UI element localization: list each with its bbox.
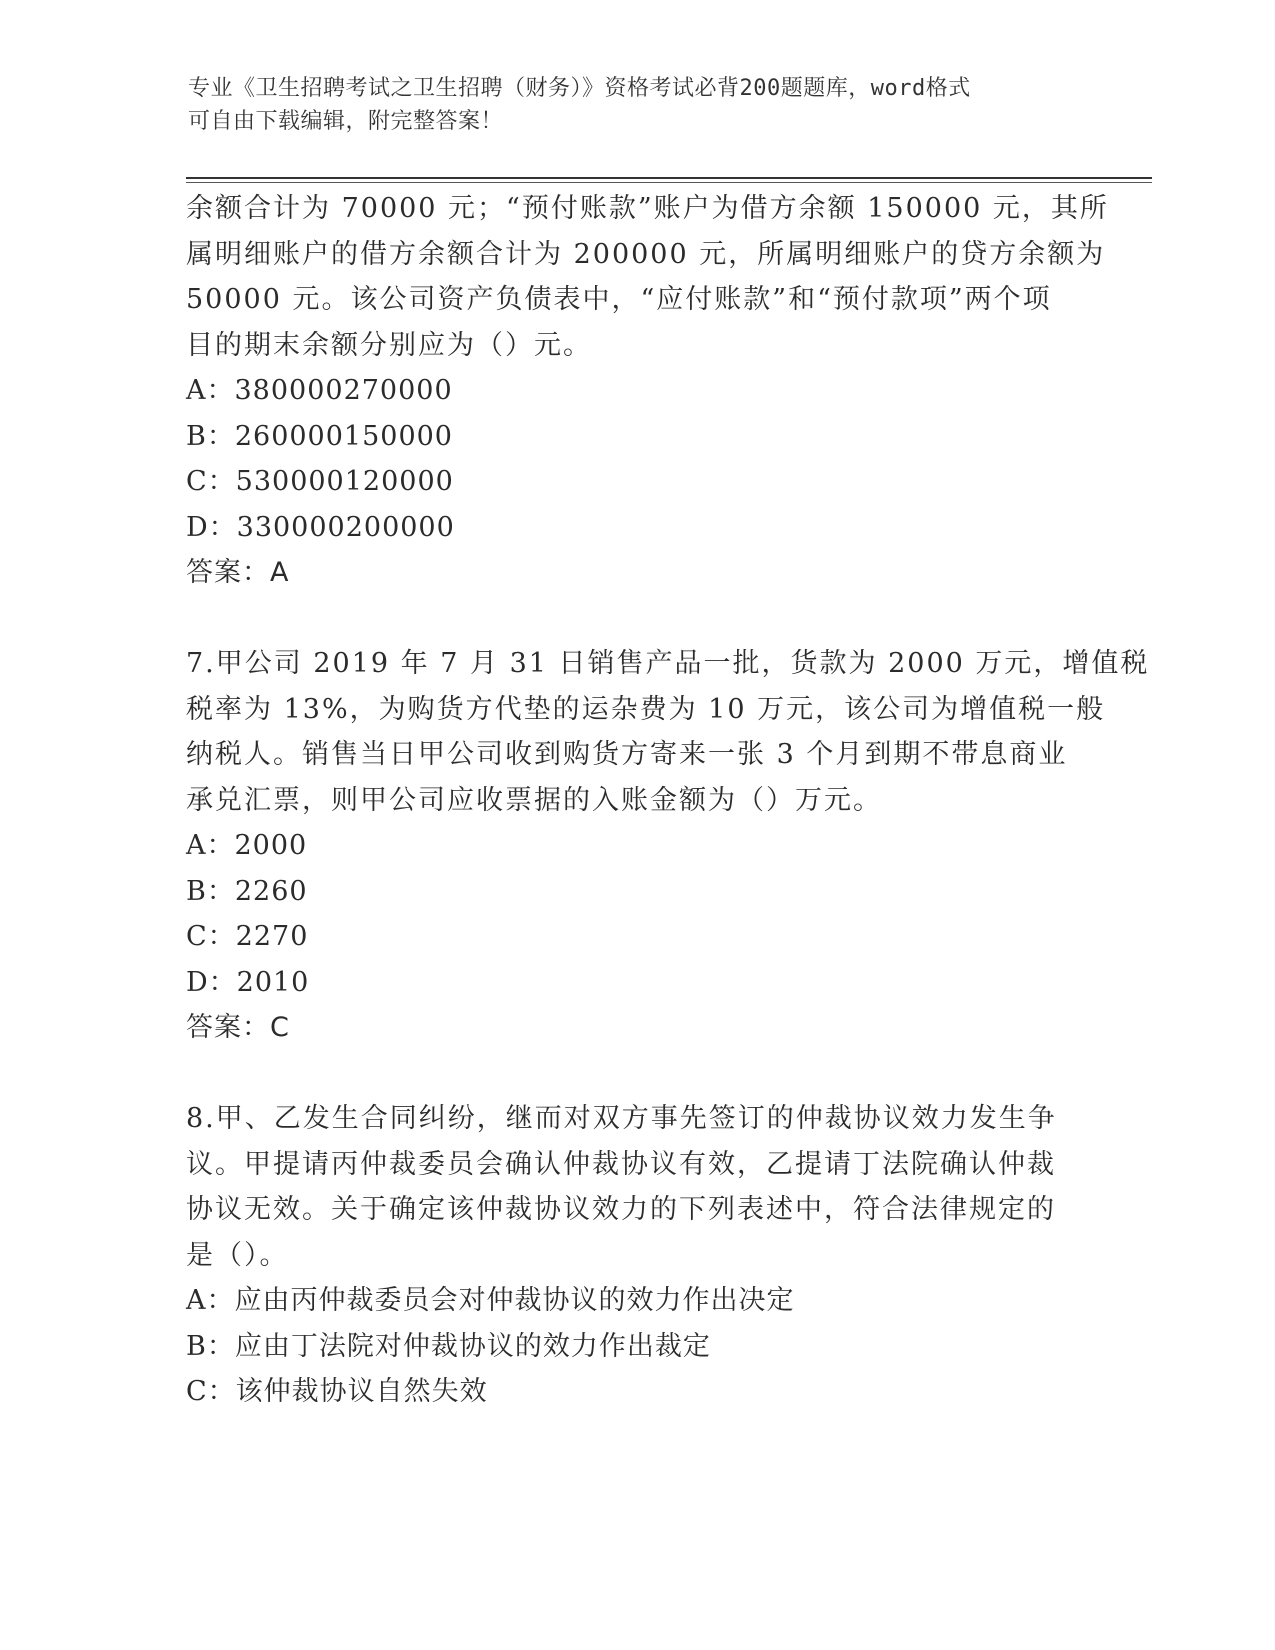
- question-stem-line: 纳税人。销售当日甲公司收到购货方寄来一张 3 个月到期不带息商业: [186, 739, 1068, 770]
- question-stem-line: 是（）。: [186, 1239, 289, 1271]
- option-c: C：该仲裁协议自然失效: [186, 1376, 488, 1407]
- question-stem-line: 8.甲、乙发生合同纠纷，继而对双方事先签订的仲裁协议效力发生争: [186, 1103, 1057, 1134]
- question-stem-line: 属明细账户的借方余额合计为 200000 元，所属明细账户的贷方余额为: [186, 238, 1106, 270]
- question-stem-line: 协议无效。关于确定该仲裁协议效力的下列表述中，符合法律规定的: [186, 1194, 1056, 1225]
- option-a: A：2000: [186, 830, 308, 861]
- document-header: [188, 72, 1068, 138]
- document-body: [186, 186, 1150, 1415]
- option-a: A：应由丙仲裁委员会对仲裁协议的效力作出决定: [186, 1285, 795, 1316]
- question-spacer: [186, 596, 1086, 642]
- question-spacer: [186, 1051, 1086, 1097]
- question-stem-line: 7.甲公司 2019 年 7 月 31 日销售产品一批，货款为 2000 万元，增值税: [186, 648, 1150, 679]
- header-title-line-2: 可自由下载编辑，附完整答案！: [188, 109, 504, 134]
- option-b: B：2260: [186, 875, 308, 907]
- question-stem-line: 议。甲提请丙仲裁委员会确认仲裁协议有效，乙提请丁法院确认仲裁: [186, 1148, 1056, 1180]
- option-c: C：2270: [186, 921, 309, 952]
- header-divider-thick: [186, 177, 1152, 179]
- header-divider-thin: [186, 182, 1152, 183]
- answer-line: 答案：C: [186, 1012, 290, 1043]
- option-d: D：2010: [186, 966, 310, 998]
- option-c: C：530000120000: [186, 466, 454, 497]
- question-stem-line: 余额合计为 70000 元；“预付账款”账户为借方余额 150000 元，其所: [186, 193, 1109, 224]
- option-b: B：260000150000: [186, 420, 453, 452]
- answer-line: 答案：A: [186, 557, 290, 588]
- option-d: D：330000200000: [186, 511, 455, 543]
- option-a: A：380000270000: [186, 375, 453, 406]
- option-b: B：应由丁法院对仲裁协议的效力作出裁定: [186, 1330, 711, 1362]
- question-7: [186, 641, 1150, 1051]
- question-stem-line: 税率为 13%，为购货方代垫的运杂费为 10 万元，该公司为增值税一般: [186, 693, 1106, 725]
- question-8: [186, 1096, 1086, 1415]
- question-stem-line: 承兑汇票，则甲公司应收票据的入账金额为（）万元。: [186, 784, 882, 816]
- question-stem-line: 50000 元。该公司资产负债表中，“应付账款”和“预付款项”两个项: [186, 284, 1052, 315]
- question-stem-line: 目的期末余额分别应为（）元。: [186, 329, 592, 361]
- question-6: [186, 186, 1109, 596]
- header-title-line-1: 专业《卫生招聘考试之卫生招聘（财务）》资格考试必背200题题库，word格式: [188, 76, 971, 101]
